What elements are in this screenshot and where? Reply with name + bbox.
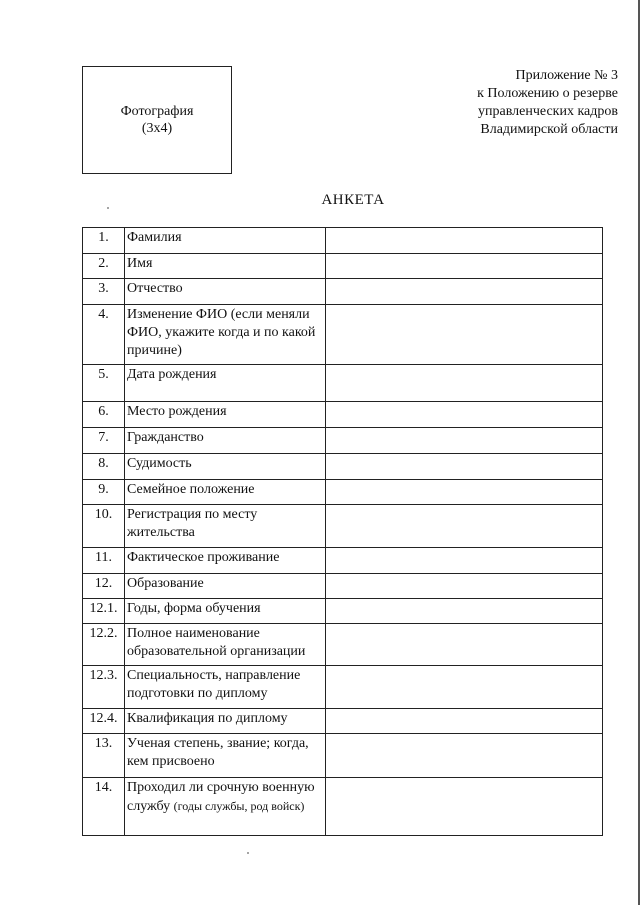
photo-size: (3x4) (141, 121, 173, 136)
row-label: Специальность, направление подготовки по диплому (125, 666, 326, 709)
value-field[interactable] (326, 454, 603, 480)
value-field[interactable] (326, 428, 603, 454)
table-row (83, 279, 603, 305)
value-field[interactable] (326, 734, 603, 778)
row-number: 10. (83, 505, 125, 548)
row-number: 12.1. (83, 599, 125, 624)
row-label-with-note (125, 778, 326, 836)
scan-speck (107, 207, 109, 209)
row-label: Квалификация по диплому (125, 709, 326, 734)
appendix-line: Приложение № 3 (515, 68, 618, 83)
table-row (83, 548, 603, 574)
row-label: Ученая степень, звание; когда, кем присвоено (125, 734, 326, 778)
row-label: Место рождения (125, 402, 326, 428)
row-number: 12.3. (83, 666, 125, 709)
row-label: Изменение ФИО (если меняли ФИО, укажите когда и по какой причине) (125, 305, 326, 365)
row-number: 12.2. (83, 624, 125, 666)
row-label: Регистрация по месту жительства (125, 505, 326, 548)
value-field[interactable] (326, 505, 603, 548)
value-field[interactable] (326, 599, 603, 624)
value-field[interactable] (326, 624, 603, 666)
row-number: 7. (83, 428, 125, 454)
row-number: 4. (83, 305, 125, 365)
table-row (83, 305, 603, 365)
row-label: Дата рождения (125, 365, 326, 402)
appendix-line: Владимирской области (480, 122, 618, 137)
row-number: 13. (83, 734, 125, 778)
value-field[interactable] (326, 480, 603, 505)
value-field[interactable] (326, 709, 603, 734)
table-row (83, 599, 603, 624)
row-label: Семейное положение (125, 480, 326, 505)
table-row (83, 402, 603, 428)
questionnaire-table (82, 227, 603, 836)
appendix-line: к Положению о резерве (477, 86, 618, 101)
value-field[interactable] (326, 548, 603, 574)
value-field[interactable] (326, 778, 603, 836)
table-row (83, 454, 603, 480)
row-number: 8. (83, 454, 125, 480)
row-number: 14. (83, 778, 125, 836)
value-field[interactable] (326, 574, 603, 599)
row-number: 9. (83, 480, 125, 505)
value-field[interactable] (326, 402, 603, 428)
table-row (83, 228, 603, 254)
row-number: 5. (83, 365, 125, 402)
table-row (83, 666, 603, 709)
table-row (83, 624, 603, 666)
scan-speck (247, 852, 249, 854)
row-number: 6. (83, 402, 125, 428)
row-number: 3. (83, 279, 125, 305)
row-label: Образование (125, 574, 326, 599)
row-label: Отчество (125, 279, 326, 305)
photo-placeholder (82, 66, 232, 174)
table-row (83, 365, 603, 402)
table-row (83, 709, 603, 734)
table-row (83, 428, 603, 454)
row-label: Имя (125, 254, 326, 279)
table-row (83, 778, 603, 836)
table-row (83, 734, 603, 778)
table-row (83, 505, 603, 548)
row-label-note: (годы службы, род войск) (173, 799, 305, 813)
value-field[interactable] (326, 279, 603, 305)
appendix-line: управленческих кадров (478, 104, 618, 119)
row-number: 11. (83, 548, 125, 574)
row-label: Проходил ли срочную военную службу (127, 780, 315, 814)
value-field[interactable] (326, 254, 603, 279)
photo-label: Фотография (120, 104, 194, 119)
table-row (83, 254, 603, 279)
table-row (83, 574, 603, 599)
value-field[interactable] (326, 666, 603, 709)
row-label: Фактическое проживание (125, 548, 326, 574)
row-label: Полное наименование образовательной организации (125, 624, 326, 666)
row-label: Годы, форма обучения (125, 599, 326, 624)
row-label: Гражданство (125, 428, 326, 454)
row-label: Судимость (125, 454, 326, 480)
row-number: 12.4. (83, 709, 125, 734)
page-title: АНКЕТА (321, 192, 385, 208)
row-number: 2. (83, 254, 125, 279)
row-label: Фамилия (125, 228, 326, 254)
value-field[interactable] (326, 365, 603, 402)
row-number: 12. (83, 574, 125, 599)
value-field[interactable] (326, 228, 603, 254)
table-row (83, 480, 603, 505)
value-field[interactable] (326, 305, 603, 365)
row-number: 1. (83, 228, 125, 254)
appendix-note (477, 67, 618, 139)
